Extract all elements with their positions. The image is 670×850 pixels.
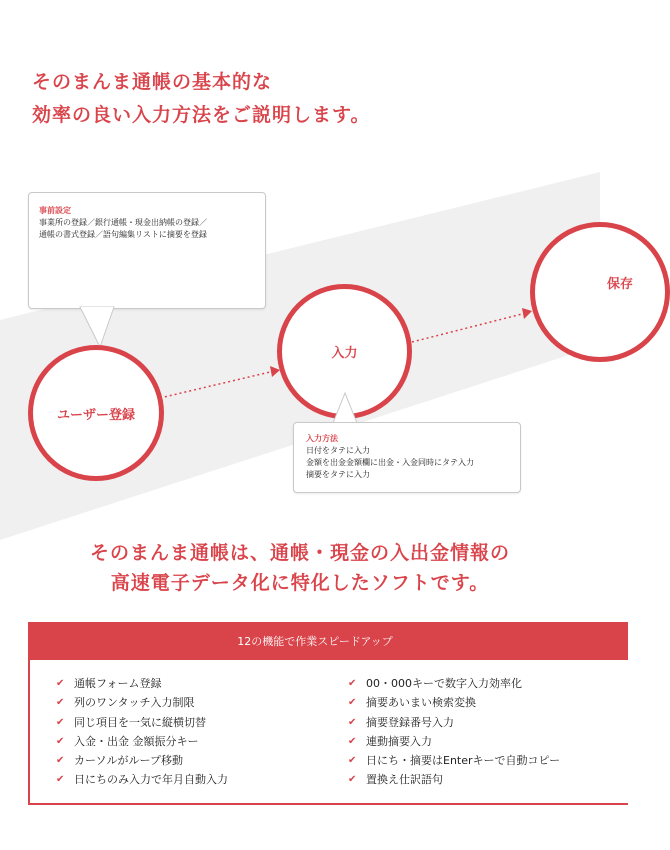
check-icon: ✔ [56,755,65,767]
features-box [28,622,628,805]
feature-label: 日にちのみ入力で年月自動入力 [74,773,228,787]
check-icon: ✔ [348,678,357,689]
feature-item [56,732,228,751]
heading-line-2: 効率の良い入力方法をご説明します。 [32,104,371,126]
feature-label: 00・000キーで数字入力効率化 [366,677,522,690]
heading-line-1: そのまんま通帳の基本的な [32,71,273,93]
feature-item [348,713,560,732]
feature-label: 置換え仕訳語句 [366,773,443,787]
input-bubble-tail [332,392,358,424]
features-left-column [56,674,228,790]
tagline-line-1: そのまんま通帳は、通帳・現金の入出金情報の [89,542,510,564]
feature-label: カーソルがループ移動 [74,754,184,768]
tagline-line-2: 高速電子データ化に特化したソフトです。 [110,572,490,594]
setup-bubble-line-2: 通帳の書式登録／語句編集リストに摘要を登録 [39,230,207,239]
input-label: 入力 [331,346,358,361]
feature-item [56,751,228,770]
feature-label: 列のワンタッチ入力制限 [74,696,195,710]
tagline [0,538,600,598]
check-icon: ✔ [348,716,357,728]
feature-item [348,732,560,751]
feature-item [56,693,228,712]
setup-bubble-line-1: 事業所の登録／銀行通帳・現金出納帳の登録／ [39,218,207,227]
feature-item [348,751,560,770]
feature-item [56,713,228,732]
feature-item [56,770,228,789]
check-icon: ✔ [56,697,65,709]
input-bubble-title: 入力方法 [306,434,338,443]
check-icon: ✔ [348,755,357,767]
check-icon: ✔ [56,678,65,689]
setup-bubble-title: 事前設定 [39,206,71,215]
feature-label: 摘要あいまい検索変換 [366,696,476,710]
check-icon: ✔ [56,774,65,786]
check-icon: ✔ [348,774,357,786]
check-icon: ✔ [56,735,65,747]
input-bubble-line-2: 金額を出金金額欄に出金・入金同時にタテ入力 [306,458,474,467]
page-heading [32,66,370,132]
feature-item [348,770,560,789]
save-label: 保存 [606,276,633,292]
user-register-label: ユーザー登録 [56,407,135,423]
setup-bubble-tail [78,307,118,349]
input-bubble-line-1: 日付をタテに入力 [306,446,370,455]
check-icon: ✔ [56,716,65,728]
feature-label: 通帳フォーム登録 [74,677,162,690]
user-register-step [28,345,164,481]
feature-label: 日にち・摘要はEnterキーで自動コピー [366,754,561,768]
feature-label: 連動摘要入力 [366,734,432,748]
check-icon: ✔ [348,735,357,747]
feature-label: 摘要登録番号入力 [366,715,454,729]
feature-item [348,674,560,693]
feature-label: 入金・出金 金額振分キー [74,734,199,748]
input-bubble-line-3: 摘要をタテに入力 [306,470,370,479]
setup-bubble [28,192,266,309]
check-icon: ✔ [348,697,357,709]
feature-label: 同じ項目を一気に縦横切替 [74,715,206,729]
feature-item [56,674,228,693]
feature-item [348,693,560,712]
input-bubble [293,422,521,493]
save-step [530,222,670,362]
features-right-column [348,674,560,790]
features-header: 12の機能で作業スピードアップ [30,624,628,660]
